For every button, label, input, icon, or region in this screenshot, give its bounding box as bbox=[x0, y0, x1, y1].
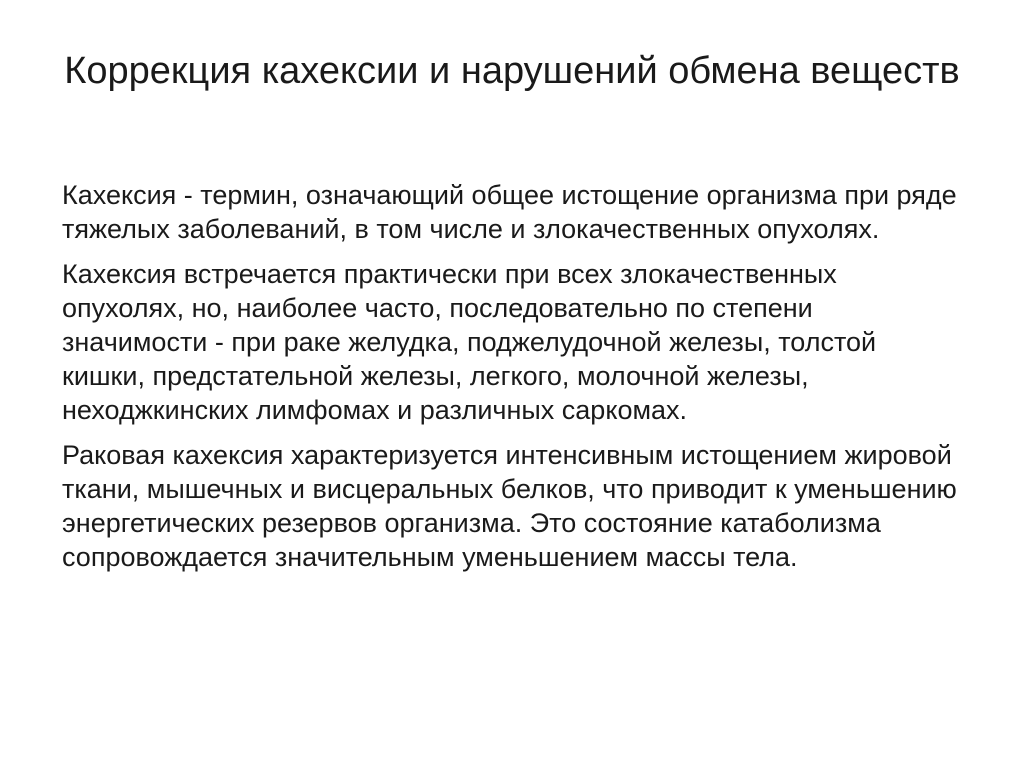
slide-body bbox=[62, 178, 962, 585]
paragraph-characteristics: Раковая кахексия характеризуется интенсивным истощением жировой ткани, мышечных и висцеральных белков, что приводит к уменьшению энергетических резервов организма. Это состояние катаболизма сопровождается значительным уменьшением массы тела. bbox=[62, 440, 957, 572]
slide-title: Коррекция кахексии и нарушений обмена веществ bbox=[64, 50, 960, 92]
paragraph-definition: Кахексия - термин, означающий общее истощение организма при ряде тяжелых заболеваний, в том числе и злокачественных опухолях. bbox=[62, 180, 957, 244]
paragraph-occurrence: Кахексия встречается практически при всех злокачественных опухолях, но, наиболее часто, последовательно по степени значимости - при раке желудка, поджелудочной железы, толстой кишки, предстательной железы, легкого, молочной железы, неходжкинских лимфомах и различных саркомах. bbox=[62, 259, 877, 425]
